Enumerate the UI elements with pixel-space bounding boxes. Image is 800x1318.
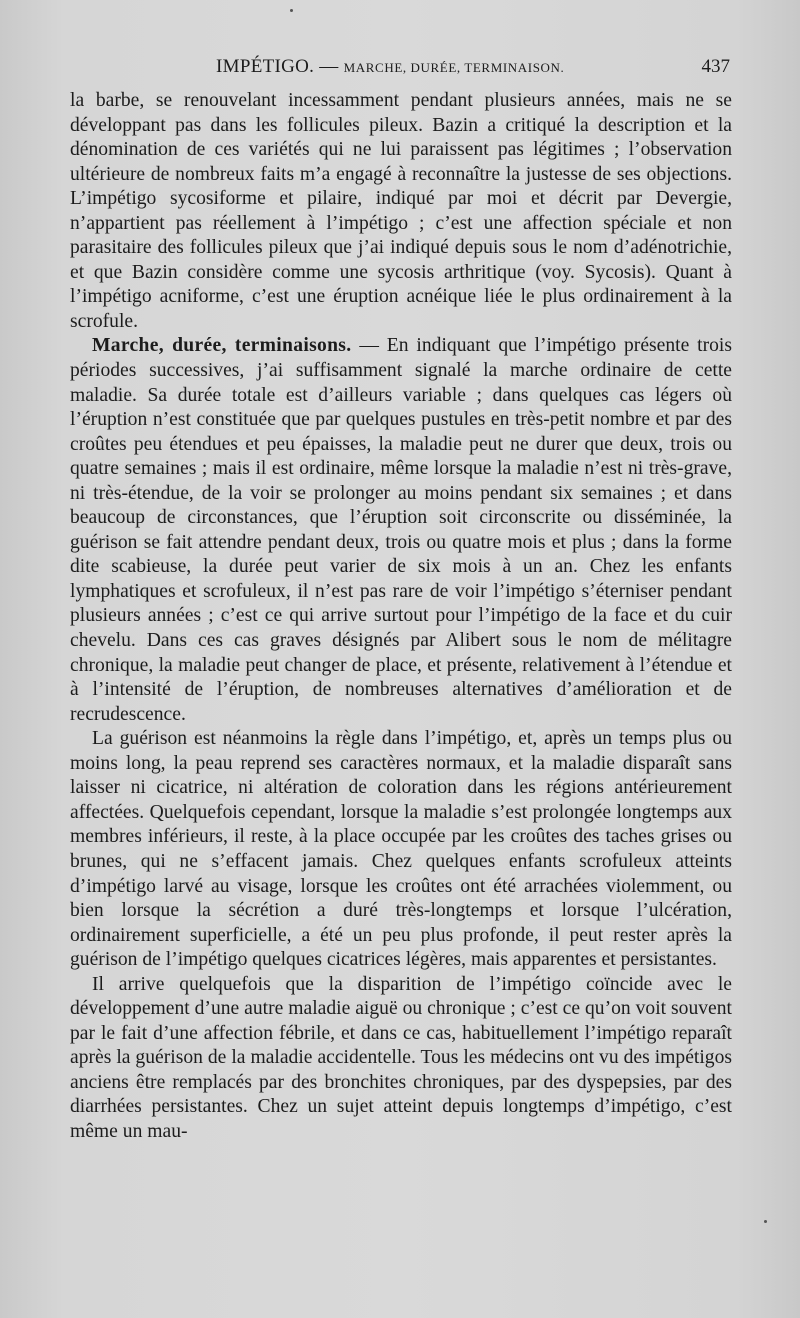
paragraph-1-text: la barbe, se renouvelant incessamment pendant plusieurs années, mais ne se développant pas dans les follicules pileux. Bazin a critiqué la description et la dénomination de ces variétés qui ne lui paraissent pas légitimes ; l’observation ultérieure de nombreux faits m’a engagé à reconnaître la justesse de ses objections. L’impétigo sycosiforme et pilaire, indiqué par moi et décrit par Devergie, n’appartient pas réellement à l’impétigo ; c’est une affection spéciale et non parasitaire des follicules pileux que j’ai indiqué depuis sous le nom d’adénotrichie, et que Bazin considère comme une sycosis arthritique (voy. Sycosis). Quant à l’impétigo acniforme, c’est une éruption acnéique liée le plus ordinairement à la scrofule. bbox=[70, 90, 732, 332]
ink-speck bbox=[764, 1220, 767, 1223]
running-title-sub: MARCHE, DURÉE, TERMINAISON. bbox=[343, 60, 565, 75]
page-number: 437 bbox=[701, 56, 730, 77]
paragraph-1 bbox=[70, 89, 732, 334]
running-title bbox=[216, 56, 564, 78]
paragraph-3-text: La guérison est néanmoins la règle dans l’impétigo, et, après un temps plus ou moins long, la peau reprend ses caractères normaux, et la maladie disparaît sans laisser ni cicatrice, ni altération de coloration dans les régions antérieurement affectées. Quelquefois cependant, lorsque la maladie s’est prolongée longtemps aux membres inférieurs, il reste, à la place occupée par les croûtes des taches grises ou brunes, qui ne s’effacent jamais. Chez quelques enfants scrofuleux atteints d’impétigo larvé au visage, lorsque les croûtes ont été arrachées violemment, ou bien lorsque la sécrétion a duré très-longtemps et lorsque l’ulcération, ordinairement superficielle, a été un peu plus profonde, il peut rester après la guérison de l’impétigo quelques cicatrices légères, mais apparentes et persistantes. bbox=[70, 728, 732, 971]
running-title-dash: — bbox=[314, 56, 344, 77]
paragraph-4-text: Il arrive quelquefois que la disparition de l’impétigo coïncide avec le développement d’une autre maladie aiguë ou chronique ; c’est ce qu’on voit souvent par le fait d’une affection fébrile, et dans ce cas, habituellement l’impétigo reparaît après la guérison de la maladie accidentelle. Tous les médecins ont vu des impétigos anciens être remplacés par des bronchites chroniques, par des dyspepsies, par des diarrhées persistantes. Chez un sujet atteint depuis longtemps d’impétigo, c’est même un mau- bbox=[70, 973, 732, 1142]
ink-speck bbox=[290, 9, 293, 12]
running-title-main: IMPÉTIGO. bbox=[216, 56, 315, 77]
section-heading: Marche, durée, terminaisons. bbox=[92, 335, 352, 357]
body-text bbox=[70, 89, 732, 1145]
running-header bbox=[70, 54, 732, 84]
paragraph-3 bbox=[70, 727, 732, 972]
paragraph-4 bbox=[70, 973, 732, 1145]
paragraph-2-text: — En indiquant que l’impétigo présente trois périodes successives, j’ai suffisamment signalé la marche ordinaire de cette maladie. Sa durée totale est d’ailleurs variable ; dans quelques cas légers où l’éruption n’est constituée que par quelques pustules en très-petit nombre et par des croûtes peu étendues et peu épaisses, la maladie peut ne durer que deux, trois ou quatre semaines ; mais il est ordinaire, même lorsque la maladie n’est ni très-grave, ni très-étendue, de la voir se prolonger au moins pendant six semaines ; et dans beaucoup de circonstances, que l’éruption soit circonscrite ou disséminée, la guérison se fait attendre pendant deux, trois ou quatre mois et plus ; dans la forme dite scabieuse, la durée peut varier de six mois à un an. Chez les enfants lymphatiques et scrofuleux, il n’est pas rare de voir l’impétigo s’éterniser pendant plusieurs années ; c’est ce qui arrive surtout pour l’impétigo de la face et du cuir chevelu. Dans ces cas graves désignés par Alibert sous le nom de mélitagre chronique, la maladie peut changer de place, et présente, relativement à l’étendue et à l’intensité de l’éruption, de nombreuses alternatives d’amélioration et de recrudescence. bbox=[70, 335, 732, 725]
paragraph-2 bbox=[70, 334, 732, 727]
